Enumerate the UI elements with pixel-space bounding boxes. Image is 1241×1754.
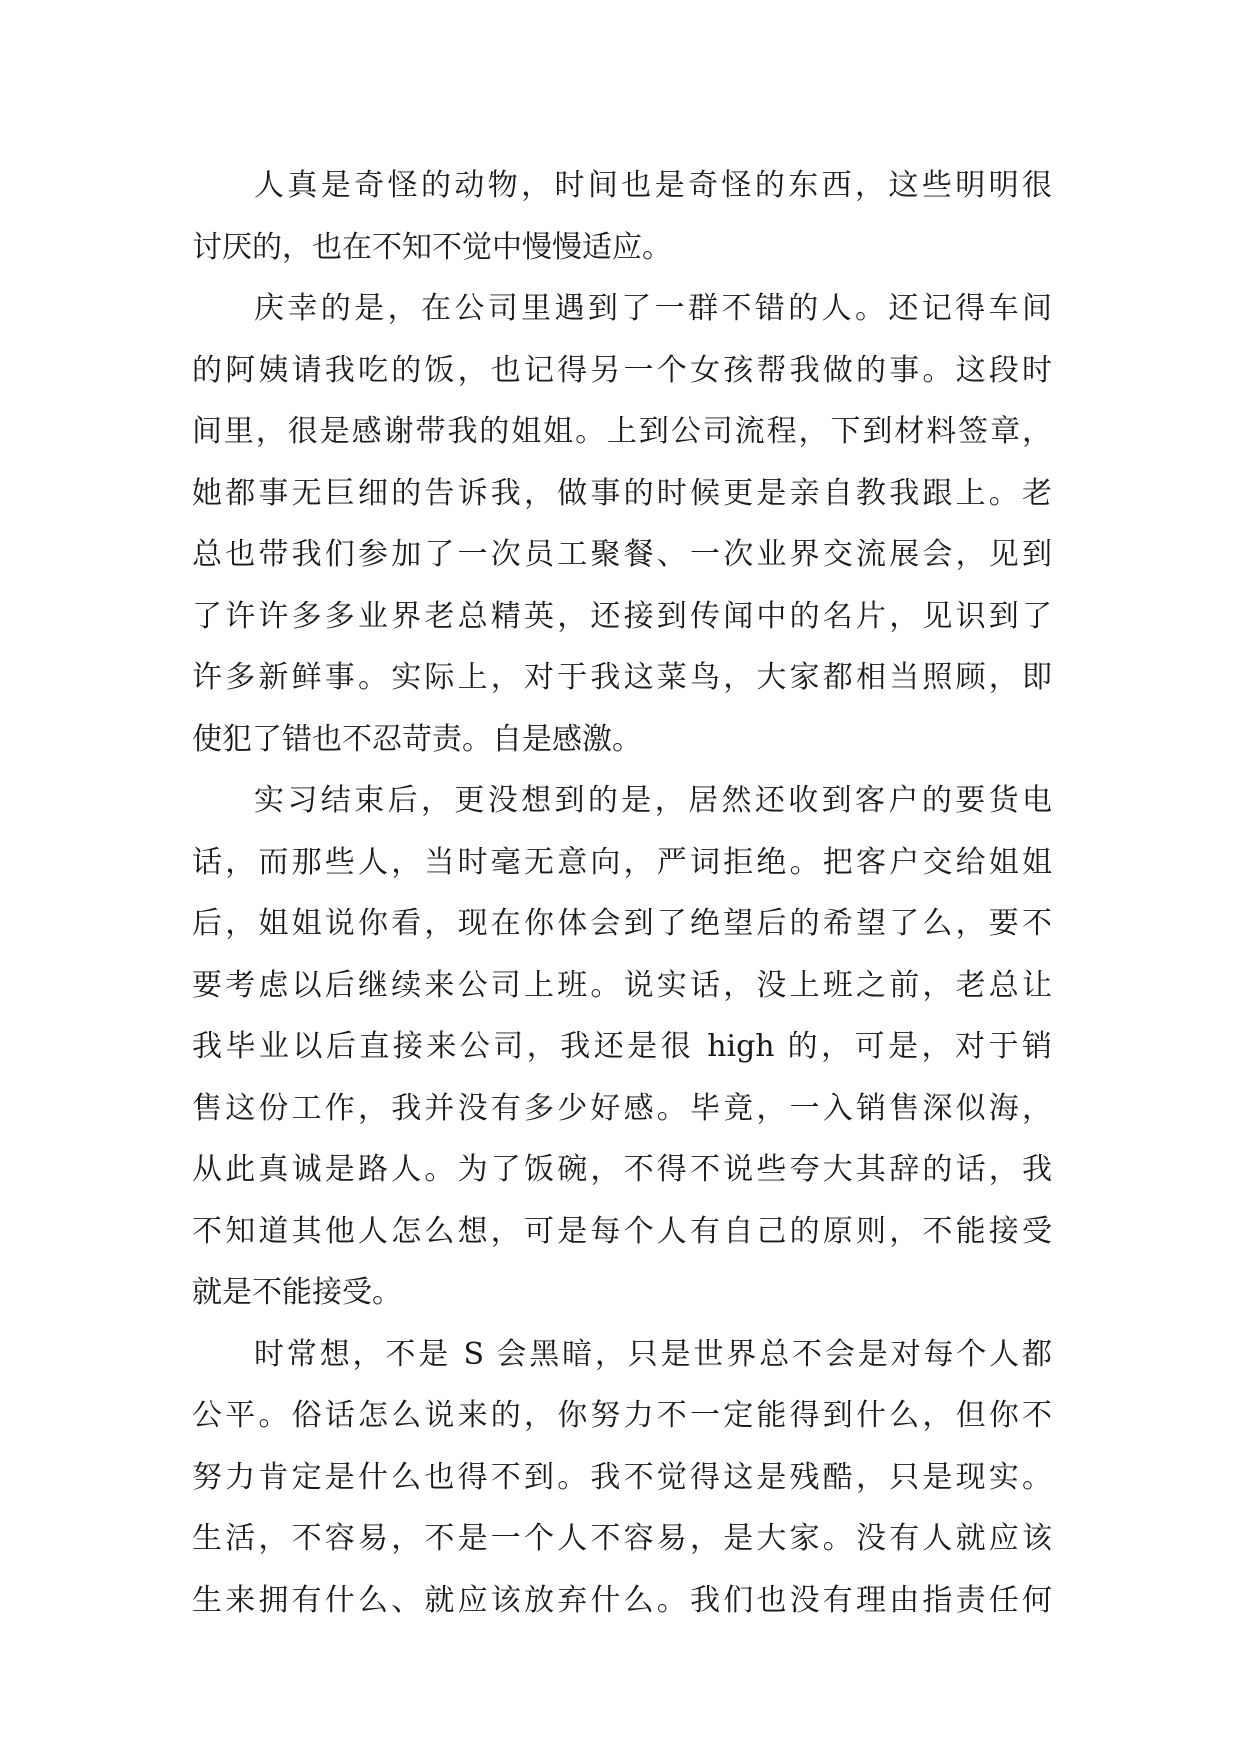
text-line: 公平。俗话怎么说来的，你努力不一定能得到什么，但你不 [192,1398,1052,1433]
text-line: 从此真诚是路人。为了饭碗，不得不说些夸大其辞的话，我 [192,1152,1052,1187]
text-line: 我毕业以后直接来公司，我还是很 high 的，可是，对于销 [192,1029,1052,1064]
text-line: 许多新鲜事。实际上，对于我这菜鸟，大家都相当照顾，即 [192,660,1052,695]
text-line: 生来拥有什么、就应该放弃什么。我们也没有理由指责任何 [192,1582,1052,1618]
text-line: 使犯了错也不忍苛责。自是感激。 [192,721,642,757]
text-line: 后，姐姐说你看，现在你体会到了绝望后的希望了么，要不 [192,906,1052,941]
text-line: 要考虑以后继续来公司上班。说实话，没上班之前，老总让 [192,967,1052,1003]
text-line: 售这份工作，我并没有多少好感。毕竟，一入销售深似海， [192,1090,1052,1126]
text-line: 就是不能接受。 [192,1275,402,1310]
text-line: 人真是奇怪的动物，时间也是奇怪的东西，这些明明很 [254,168,1052,203]
text-line: 的阿姨请我吃的饭，也记得另一个女孩帮我做的事。这段时 [192,352,1052,388]
text-line: 间里，很是感谢带我的姐姐。上到公司流程，下到材料签章， [192,414,1052,449]
text-line: 生活，不容易，不是一个人不容易，是大家。没有人就应该 [192,1521,1052,1556]
text-line: 讨厌的，也在不知不觉中慢慢适应。 [192,229,672,265]
text-line: 实习结束后，更没想到的是，居然还收到客户的要货电 [254,783,1052,818]
text-line: 时常想，不是 S 会黑暗，只是世界总不会是对每个人都 [254,1336,1052,1372]
text-line: 努力肯定是什么也得不到。我不觉得这是残酷，只是现实。 [192,1459,1052,1495]
text-line: 总也带我们参加了一次员工聚餐、一次业界交流展会，见到 [192,537,1052,572]
text-line: 话，而那些人，当时毫无意向，严词拒绝。把客户交给姐姐 [192,844,1052,880]
document-body [192,155,1052,1631]
text-line: 庆幸的是，在公司里遇到了一群不错的人。还记得车间 [254,291,1052,326]
text-line: 了许许多多业界老总精英，还接到传闻中的名片，见识到了 [192,598,1052,634]
text-line: 不知道其他人怎么想，可是每个人有自己的原则，不能接受 [192,1213,1052,1249]
text-line: 她都事无巨细的告诉我，做事的时候更是亲自教我跟上。老 [192,475,1052,511]
